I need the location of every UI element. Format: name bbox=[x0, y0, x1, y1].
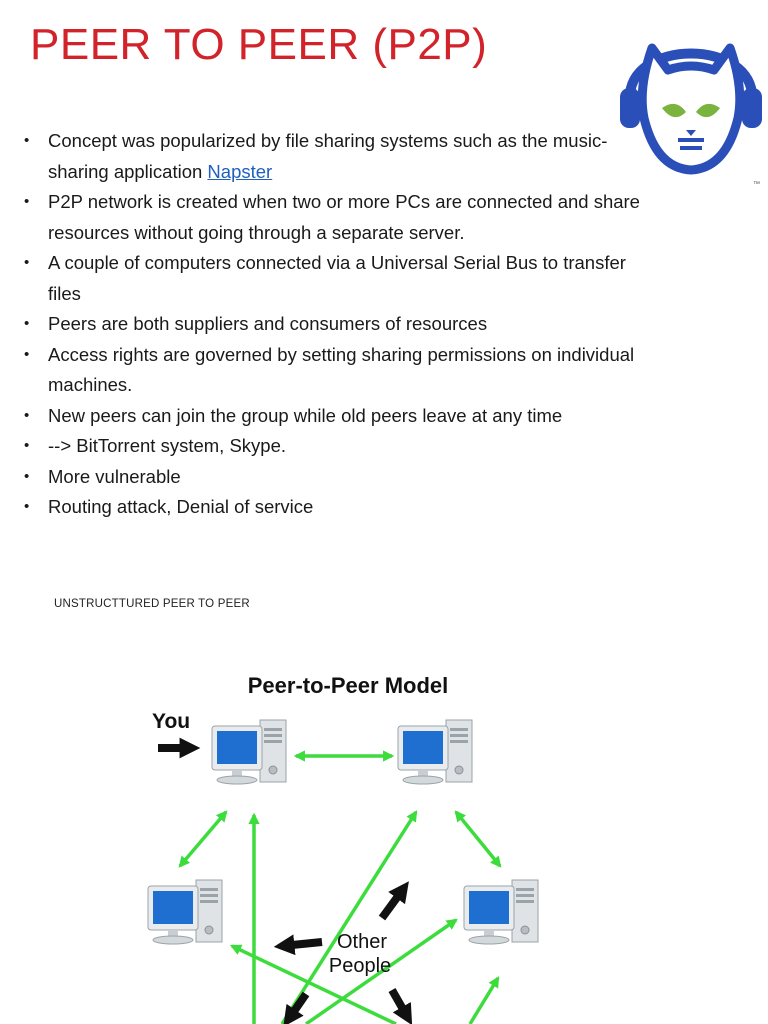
bullet-item: • A couple of computers connected via a Universal Serial Bus to transfer files bbox=[22, 248, 642, 309]
arrow-left-icon bbox=[282, 942, 322, 946]
napster-link[interactable]: Napster bbox=[207, 160, 273, 182]
computer-top-right-icon bbox=[398, 720, 472, 784]
bullet-item: • New peers can join the group while old peers leave at any time bbox=[22, 401, 642, 432]
link-right-lower bbox=[470, 978, 498, 1024]
logo-right-earcup bbox=[742, 88, 762, 128]
arrow-up-right-icon bbox=[382, 888, 404, 918]
subheading: UNSTRUCTTURED PEER TO PEER bbox=[54, 598, 250, 610]
logo-left-earcup bbox=[620, 88, 640, 128]
computer-you-icon bbox=[212, 720, 286, 784]
p2p-diagram bbox=[130, 665, 560, 1024]
computer-left-icon bbox=[148, 880, 222, 944]
bullet-text: Concept was popularized by file sharing systems such as the music-sharing application bbox=[48, 130, 608, 182]
you-label: You bbox=[152, 710, 191, 733]
slide-title: PEER TO PEER (P2P) bbox=[30, 20, 488, 69]
link-left-upper bbox=[180, 812, 226, 866]
bullet-item: • --> BitTorrent system, Skype. bbox=[22, 431, 642, 462]
logo-cat-face bbox=[642, 48, 740, 170]
bullet-item bbox=[22, 126, 642, 187]
diagram-title: Peer-to-Peer Model bbox=[247, 673, 449, 698]
logo-trademark: ™ bbox=[753, 181, 760, 188]
bullet-item: • More vulnerable bbox=[22, 462, 642, 493]
bullet-item: • Peers are both suppliers and consumers of resources bbox=[22, 309, 642, 340]
arrow-down-right-icon bbox=[392, 990, 408, 1018]
computer-right-icon bbox=[464, 880, 538, 944]
bullet-item: • P2P network is created when two or more PCs are connected and share resources without going through a separate server. bbox=[22, 187, 642, 248]
connection-links bbox=[180, 756, 500, 1024]
link-right-upper bbox=[456, 812, 500, 866]
bullet-item: • Access rights are governed by setting sharing permissions on individual machines. bbox=[22, 340, 642, 401]
other-people-label-line2: People bbox=[328, 955, 392, 977]
bullet-item: • Routing attack, Denial of service bbox=[22, 492, 642, 523]
bullet-list bbox=[22, 126, 642, 523]
other-people-label-line1: Other bbox=[336, 931, 388, 953]
